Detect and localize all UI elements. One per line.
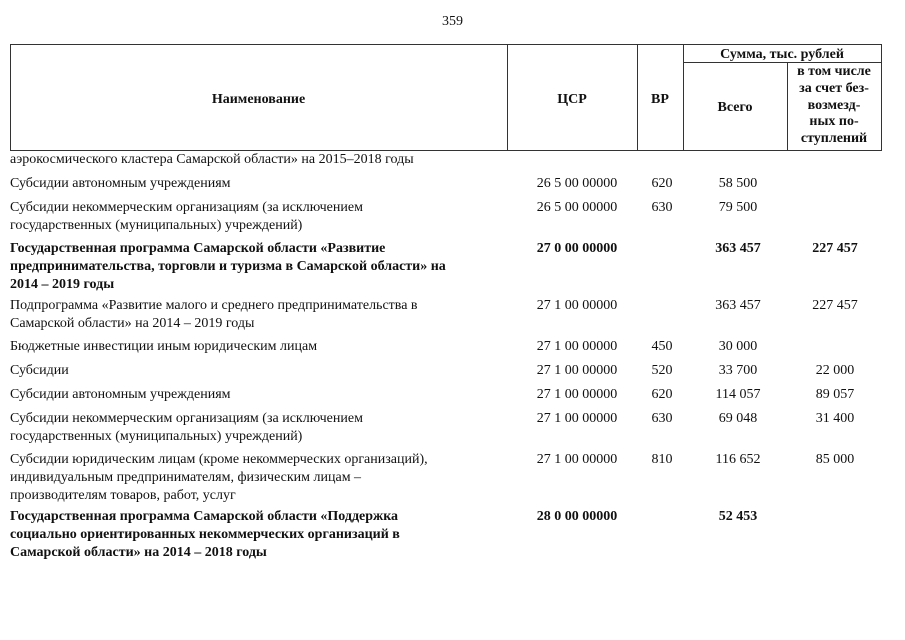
header-free (787, 64, 881, 148)
row-name-line: Государственная программа Самарской области «Развитие (10, 241, 386, 256)
row-name (10, 199, 500, 235)
header-total: Всего (717, 100, 753, 115)
row-csr: 27 1 00 00000 (536, 298, 618, 313)
row-vr: 810 (651, 452, 673, 467)
row-free: 227 457 (812, 241, 858, 256)
row-name-line: Субсидии автономным учреждениям (10, 387, 231, 402)
header-sum: Сумма, тыс. рублей (720, 47, 844, 62)
row-csr: 27 0 00 00000 (536, 241, 618, 256)
row-vr: 520 (651, 363, 673, 378)
row-name (10, 240, 500, 294)
row-csr: 28 0 00 00000 (536, 509, 618, 524)
header-csr: ЦСР (557, 92, 587, 107)
row-total: 58 500 (718, 176, 758, 191)
row-name-line: государственных (муниципальных) учреждений) (10, 218, 303, 233)
row-vr: 620 (651, 387, 673, 402)
row-name (10, 175, 500, 193)
row-name (10, 410, 500, 446)
row-name-line: Самарской области» на 2014 – 2018 годы (10, 545, 267, 560)
row-name (10, 338, 500, 356)
row-name-line: Субсидии некоммерческим организациям (за исключением (10, 200, 363, 215)
row-total: 69 048 (718, 411, 758, 426)
page-number: 359 (442, 14, 463, 29)
row-name-line: Субсидии некоммерческим организациям (за исключением (10, 411, 363, 426)
row-csr: 27 1 00 00000 (536, 452, 618, 467)
row-total: 363 457 (715, 298, 761, 313)
row-name-line: государственных (муниципальных) учреждений) (10, 429, 303, 444)
header-free-line: возмезд- (807, 97, 861, 113)
row-csr: 27 1 00 00000 (536, 387, 618, 402)
row-name-line: Бюджетные инвестиции иным юридическим лицам (10, 339, 318, 354)
row-total: 79 500 (718, 200, 758, 215)
row-name-line: Самарской области» на 2014 – 2019 годы (10, 316, 255, 331)
row-vr: 630 (651, 411, 673, 426)
header-free-line: ступлений (800, 131, 868, 147)
row-free: 89 057 (815, 387, 855, 402)
row-free: 31 400 (815, 411, 855, 426)
row-name-line: производителям товаров, работ, услуг (10, 488, 236, 503)
row-name (10, 297, 500, 333)
row-name-line: Государственная программа Самарской области «Поддержка (10, 509, 399, 524)
header-name: Наименование (211, 92, 306, 107)
col-border-right (881, 44, 882, 151)
row-name-line: социально ориентированных некоммерческих организаций в (10, 527, 400, 542)
row-free: 85 000 (815, 452, 855, 467)
row-free: 227 457 (812, 298, 858, 313)
row-name-line: Субсидии (10, 363, 69, 378)
row-name (10, 451, 500, 505)
row-total: 30 000 (718, 339, 758, 354)
row-name-line: индивидуальным предпринимателям, физическим лицам – (10, 470, 362, 485)
row-name (10, 386, 500, 404)
row-csr: 27 1 00 00000 (536, 411, 618, 426)
row-total: 33 700 (718, 363, 758, 378)
row-total: 52 453 (718, 509, 758, 524)
row-csr: 26 5 00 00000 (536, 200, 618, 215)
header-free-line: ных по- (809, 114, 859, 130)
row-total: 116 652 (715, 452, 761, 467)
header-free-line: в том числе (797, 64, 871, 79)
row-name-line: Субсидии автономным учреждениям (10, 176, 231, 191)
row-name-line: Подпрограмма «Развитие малого и среднего предпринимательства в (10, 298, 418, 313)
header-vr: ВР (651, 92, 669, 107)
row-vr: 630 (651, 200, 673, 215)
row-name-line: Субсидии юридическим лицам (кроме некоммерческих организаций), (10, 452, 428, 467)
row-csr: 27 1 00 00000 (536, 339, 618, 354)
row-vr: 620 (651, 176, 673, 191)
row-name-line: аэрокосмического кластера Самарской области» на 2015–2018 годы (10, 152, 414, 167)
row-name-line: предпринимательства, торговли и туризма в Самарской области» на (10, 259, 446, 274)
row-name-line: 2014 – 2019 годы (10, 277, 115, 292)
header-top-border (10, 44, 882, 45)
row-total: 114 057 (715, 387, 761, 402)
row-name (10, 151, 500, 169)
row-name (10, 508, 500, 562)
row-csr: 27 1 00 00000 (536, 363, 618, 378)
row-total: 363 457 (715, 241, 761, 256)
row-free: 22 000 (815, 363, 855, 378)
row-vr: 450 (651, 339, 673, 354)
row-name (10, 362, 500, 380)
header-free-line: за счет без- (799, 80, 869, 96)
row-csr: 26 5 00 00000 (536, 176, 618, 191)
